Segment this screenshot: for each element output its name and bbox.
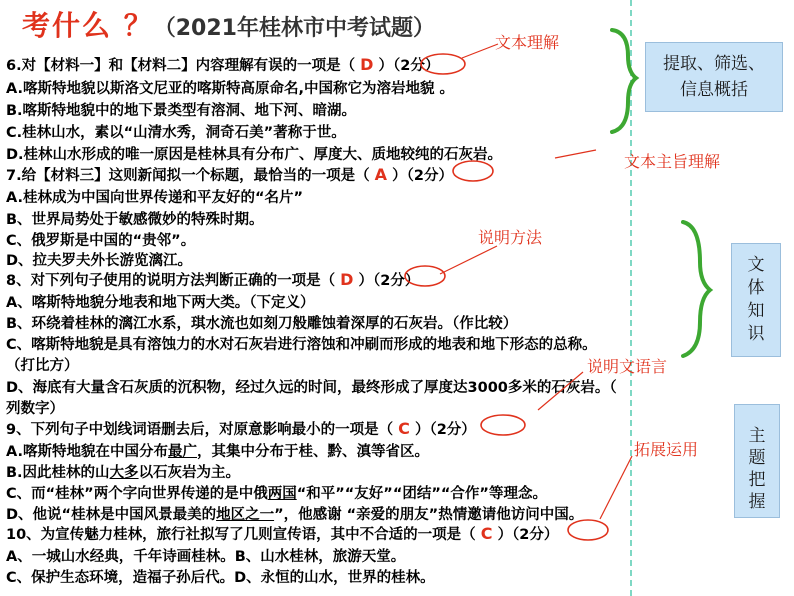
- label-language: 说明文语言: [587, 357, 668, 376]
- box-theme: 主题把握: [734, 404, 780, 518]
- q8-answer: D: [340, 270, 354, 289]
- q7-answer: A: [374, 165, 388, 184]
- q10-option-ab: A、一城山水经典，千年诗画桂林。B、山水桂林，旅游天堂。: [6, 549, 406, 565]
- q6-option-a: A.喀斯特地貌以斯洛文尼亚的喀斯特高原命名,中国称它为溶岩地貌 。: [6, 81, 455, 97]
- q8-stem: 8、对下列句子使用的说明方法判断正确的一项是（ D ）（2分）: [6, 270, 420, 289]
- q8-option-c: C、喀斯特地貌是具有溶蚀力的水对石灰岩进行溶蚀和冲刷而形成的地表和地下形态的总称。: [6, 337, 597, 353]
- q7-option-c: C、俄罗斯是中国的“贵邻”。: [6, 233, 196, 249]
- language-arrow: [538, 372, 583, 410]
- q7-stem: 7.给【材料三】这则新闻拟一个标题，最恰当的一项是（ A ）（2分）: [6, 165, 453, 184]
- q6-option-c: C.桂林山水，素以“山清水秀，洞奇石美”著称于世。: [6, 125, 346, 141]
- q8-option-c-cont: （打比方）: [6, 358, 79, 374]
- label-main-idea: 文本主旨理解: [624, 152, 721, 171]
- q8-option-d-cont: 列数字）: [6, 401, 64, 417]
- q10-answer: C: [480, 524, 493, 543]
- q8-option-a: A、喀斯特地貌分地表和地下两大类。（下定义）: [6, 295, 315, 311]
- q9-option-c: C、而“桂林”两个字向世界传递的是中俄两国“和平”“友好”“团结”“合作”等理念。: [6, 486, 547, 502]
- q10-option-cd: C、保护生态环境，造福子孙后代。D、永恒的山水，世界的桂林。: [6, 570, 435, 586]
- q7-option-b: B、世界局势处于敏感微妙的特殊时期。: [6, 212, 264, 228]
- q9-stem: 9、下列句子中划线词语删去后，对原意影响最小的一项是（ C ）（2分）: [6, 419, 476, 438]
- text-understanding-arrow: [462, 44, 498, 58]
- q7-answer-circle: [453, 161, 493, 181]
- box-genre: 文体知识: [731, 243, 781, 357]
- label-method: 说明方法: [478, 228, 543, 247]
- q10-answer-circle: [568, 520, 608, 540]
- q6-answer-circle: [421, 54, 465, 74]
- q9-option-b: B.因此桂林的山大多以石灰岩为主。: [6, 465, 241, 481]
- q8-option-b: B、环绕着桂林的漓江水系，琪水流也如刻刀般雕蚀着深厚的石灰岩。（作比较）: [6, 316, 518, 332]
- method-arrow: [440, 246, 497, 274]
- q6-option-b: B.喀斯特地貌中的地下景类型有溶洞、地下河、暗湖。: [6, 103, 357, 119]
- q9-answer: C: [398, 419, 410, 438]
- main-idea-arrow: [555, 150, 596, 158]
- green-brace-top: [612, 30, 636, 132]
- label-extension: 拓展运用: [634, 440, 699, 459]
- q8-option-d: D、海底有大量含石灰质的沉积物，经过久远的时间，最终形成了厚度达3000多米的石灰岩。（: [6, 380, 617, 396]
- q9-option-d: D、他说“桂林是中国风景最美的地区之一”，他感谢 “亲爱的朋友”热情邀请他访问中国。: [6, 507, 584, 523]
- label-text-understanding: 文本理解: [495, 33, 560, 52]
- q6-option-d: D.桂林山水形成的唯一原因是桂林具有分布广、厚度大、质地较纯的石灰岩。: [6, 147, 503, 163]
- q6-answer: D: [360, 55, 374, 74]
- q10-stem: 10、为宣传魅力桂林，旅行社拟写了几则宣传语，其中不合适的一项是（ C ）（2分）: [6, 524, 559, 543]
- title-main: 考什么 ？: [22, 9, 154, 42]
- title-sub: （2021年桂林市中考试题）: [153, 16, 435, 41]
- q7-option-d: D、拉夫罗夫外长游览漓江。: [6, 253, 193, 269]
- q9-option-a: A.喀斯特地貌在中国分布最广，其集中分布于桂、黔、滇等省区。: [6, 444, 429, 460]
- green-brace-middle: [683, 222, 710, 356]
- box-extract: 提取、筛选、信息概括: [645, 42, 783, 112]
- extension-arrow: [600, 456, 632, 519]
- q6-stem: 6.对【材料一】和【材料二】内容理解有误的一项是（ D ）（2分）: [6, 55, 440, 74]
- q8-answer-circle: [405, 266, 445, 286]
- q7-option-a: A.桂林成为中国向世界传递和平友好的“名片”: [6, 190, 304, 206]
- q9-answer-circle: [481, 415, 525, 435]
